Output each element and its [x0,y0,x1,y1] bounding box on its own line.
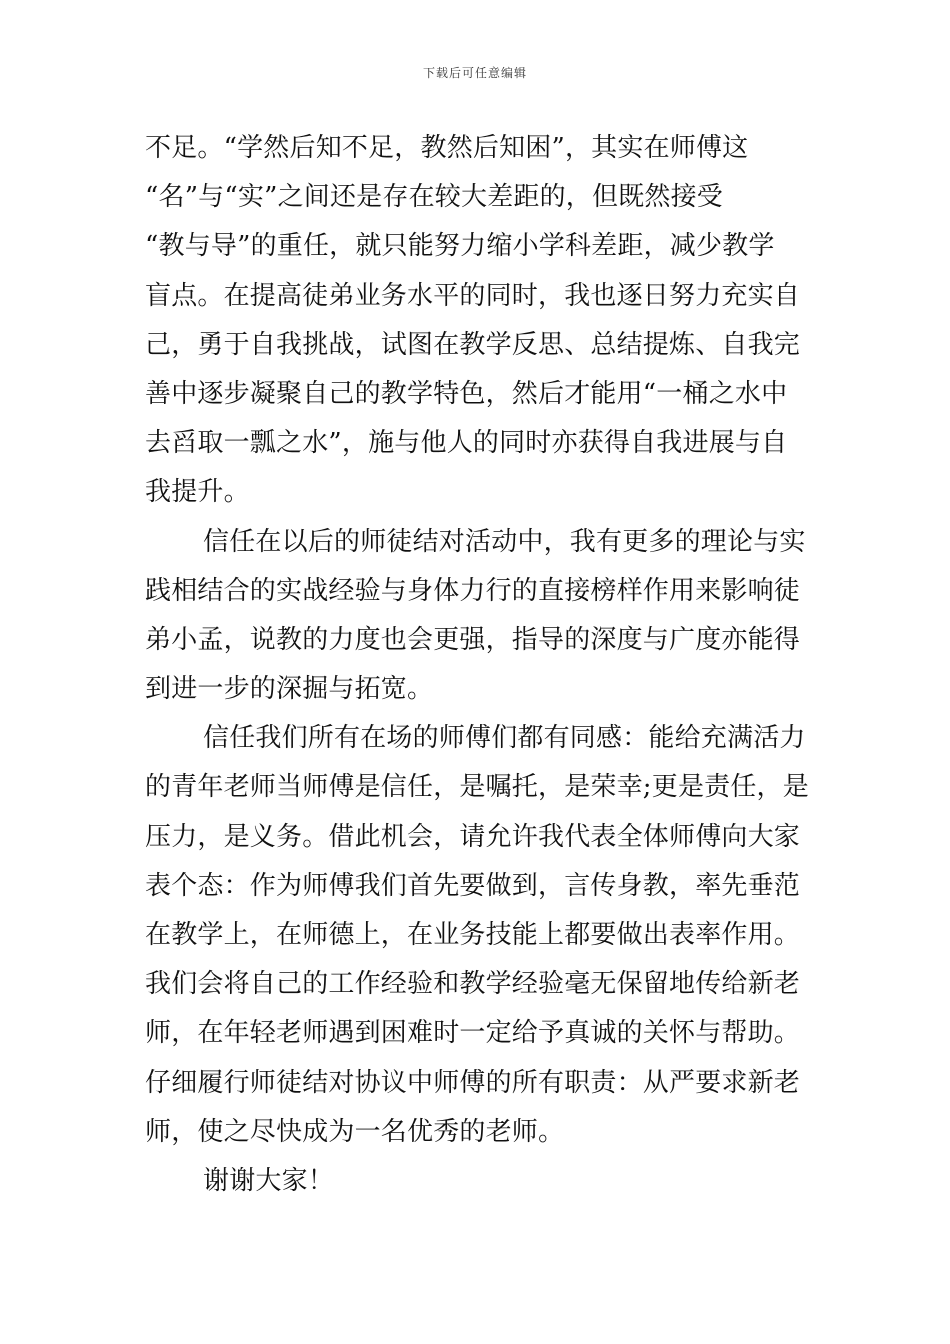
paragraph-line: 不足。“学然后知不足，教然后知困”，其实在师傅这 [145,133,749,163]
paragraph-2 [145,518,809,715]
paragraph-line: 表个态：作为师傅我们首先要做到，言传身教，率先垂范 [145,870,801,901]
paragraph-3 [145,714,809,1157]
document-body [145,124,809,1206]
paragraph-line: 的青年老师当师傅是信任，是嘱托，是荣幸;更是责任，是 [145,772,809,803]
paragraph-line: 师，使之尽快成为一名优秀的老师。 [145,1116,565,1147]
paragraph-4 [145,1157,809,1206]
closing-line: 谢谢大家！ [203,1165,335,1196]
paragraph-line: “教与导”的重任，就只能努力缩小学科差距，减少教学 [145,231,775,262]
paragraph-line: 仔细履行师徒结对协议中师傅的所有职责：从严要求新老 [145,1067,801,1098]
paragraph-line: 盲点。在提高徒弟业务水平的同时，我也逐日努力充实自 [145,280,801,311]
paragraph-line: 信任我们所有在场的师傅们都有同感：能给充满活力 [203,723,806,754]
paragraph-line: 我提升。 [145,477,250,508]
paragraph-line: 信任在以后的师徒结对活动中，我有更多的理论与实 [203,526,806,557]
paragraph-1 [145,124,809,518]
paragraph-line: 善中逐步凝聚自己的教学特色，然后才能用“一桶之水中 [145,378,788,409]
paragraph-line: 去舀取一瓢之水”，施与他人的同时亦获得自我进展与自 [145,428,788,459]
page-header: 下载后可任意编辑 [422,66,527,80]
paragraph-line: 在教学上，在师德上，在业务技能上都要做出表率作用。 [145,920,801,950]
paragraph-line: 到进一步的深掘与拓宽。 [145,674,434,705]
paragraph-line: 弟小孟，说教的力度也会更强，指导的深度与广度亦能得 [145,624,801,655]
paragraph-line: “名”与“实”之间还是存在较大差距的，但既然接受 [145,182,723,213]
paragraph-line: 师，在年轻老师遇到困难时一定给予真诚的关怀与帮助。 [145,1018,801,1049]
paragraph-line: 压力，是义务。借此机会，请允许我代表全体师傅向大家 [145,821,801,852]
paragraph-line: 践相结合的实战经验与身体力行的直接榜样作用来影响徒 [145,575,801,606]
paragraph-line: 己，勇于自我挑战，试图在教学反思、总结提炼、自我完 [145,329,801,360]
paragraph-line: 我们会将自己的工作经验和教学经验毫无保留地传给新老 [145,969,801,1000]
